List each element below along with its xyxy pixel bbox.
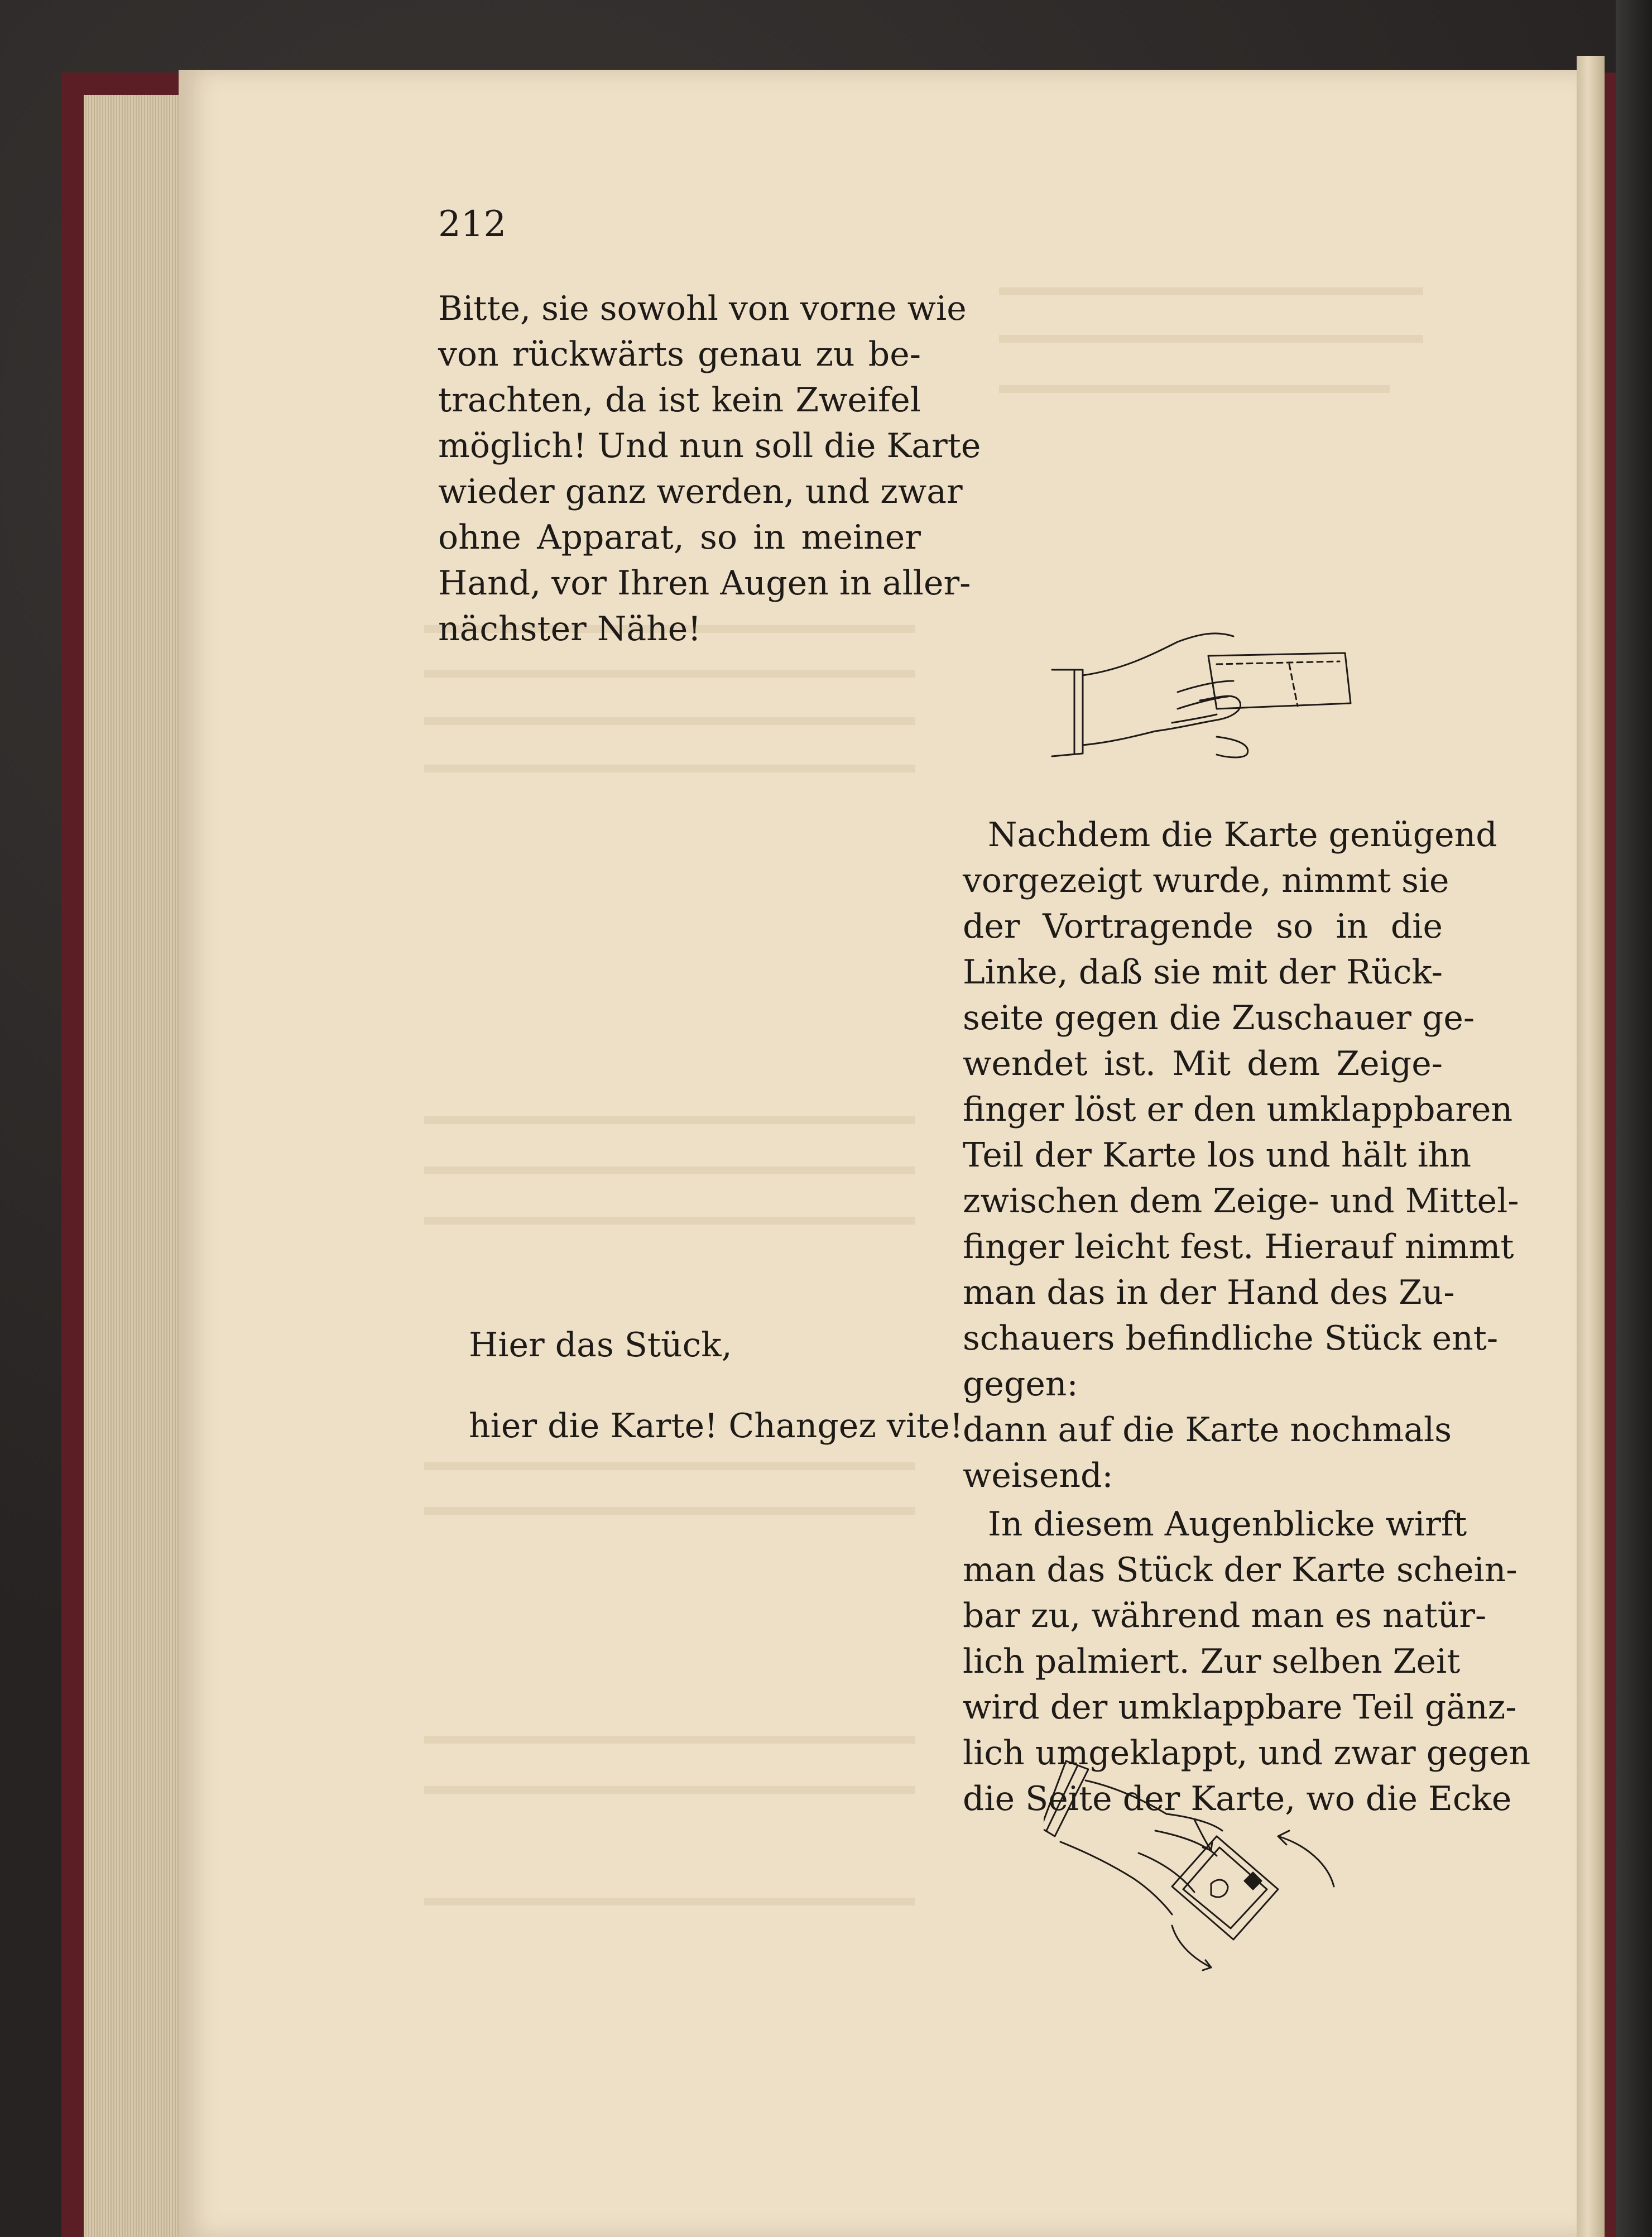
scanner-glass-edge [1616,0,1652,2237]
page-number: 212 [438,204,507,245]
text-line: In diesem Augenblicke wirft [988,1505,1467,1544]
text-line: Bitte, sie sowohl von vorne wie [438,289,967,328]
text-line: bar zu, während man es natür- [963,1596,1487,1635]
text-line: zwischen dem Zeige- und Mittel- [963,1182,1519,1221]
text-line: trachten, da ist kein Zweifel [438,381,921,420]
page-edges [84,95,181,2237]
spoken-line-here-card: hier die Karte! Changez vite! [469,1406,963,1446]
text-line: lich umgeklappt, und zwar gegen [963,1734,1531,1773]
left-column-paragraph [438,286,981,652]
binding-gutter [1577,56,1605,2237]
hand-holding-card-illustration [1049,625,1362,770]
text-line: Nachdem die Karte genügend [988,815,1497,855]
text-line: ohne Apparat, so in meiner [438,518,921,557]
text-line: Teil der Karte los und hält ihn [963,1136,1472,1175]
text-line: seite gegen die Zuschauer ge- [963,999,1475,1038]
text-line: dann auf die Karte nochmals [963,1410,1452,1449]
spoken-line-here-piece: Hier das Stück, [469,1326,732,1365]
text-line: man das Stück der Karte schein- [963,1550,1517,1590]
text-line: Linke, daß sie mit der Rück- [963,953,1443,992]
text-line: möglich! Und nun soll die Karte [438,426,981,465]
text-line: wird der umklappbare Teil gänz- [963,1688,1517,1727]
text-line: gegen: [963,1365,1078,1404]
text-line: weisend: [963,1456,1113,1495]
right-column-paragraph-1 [963,812,1519,1499]
text-line: vorgezeigt wurde, nimmt sie [963,861,1449,900]
card-flip-illustration [1044,1753,1356,1987]
text-line: finger leicht fest. Hierauf nimmt [963,1227,1514,1266]
text-line: die Seite der Karte, wo die Ecke [963,1779,1512,1818]
text-line: schauers befindliche Stück ent- [963,1319,1499,1358]
text-line: von rückwärts genau zu be- [438,335,921,374]
text-line: Hand, vor Ihren Augen in aller- [438,564,971,603]
text-line: wendet ist. Mit dem Zeige- [963,1044,1443,1083]
text-line: man das in der Hand des Zu- [963,1273,1455,1312]
text-line: wieder ganz werden, und zwar [438,472,963,511]
text-line: der Vortragende so in die [963,907,1443,946]
text-line: finger löst er den umklappbaren [963,1090,1513,1129]
text-line: lich palmiert. Zur selben Zeit [963,1642,1461,1681]
text-line: nächster Nähe! [438,609,702,649]
